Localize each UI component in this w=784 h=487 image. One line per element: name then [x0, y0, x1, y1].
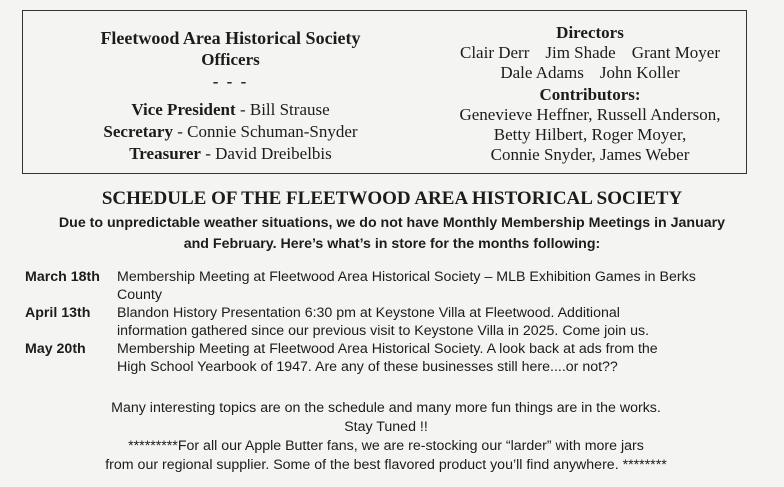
- contributors-line: Betty Hilbert, Roger Moyer,: [493, 125, 687, 144]
- closing-line: from our regional supplier. Some of the best flavored product you’ll find anywhere. ********: [105, 457, 667, 473]
- event-desc-line: Blandon History Presentation 6:30 pm at Keystone Villa at Fleetwood. Additional: [117, 305, 620, 321]
- schedule-intro: [20, 213, 764, 255]
- officer-name: - Bill Strause: [235, 100, 330, 119]
- contributors-heading: Contributors:: [539, 85, 641, 104]
- event-description: [117, 340, 765, 376]
- closing-line: Many interesting topics are on the schedule and many more fun things are in the works.: [111, 400, 661, 416]
- org-name: Fleetwood Area Historical Society: [100, 28, 361, 48]
- directors-column: [435, 23, 745, 165]
- event-description: [117, 268, 765, 304]
- officer-name: - David Dreibelbis: [200, 144, 332, 163]
- director-name: John Koller: [599, 63, 680, 82]
- event-desc-line: information gathered since our previous visit to Keystone Villa in 2025. Come join us.: [117, 323, 650, 339]
- closing-line: Stay Tuned !!: [344, 419, 428, 435]
- officers-box: [22, 10, 747, 174]
- officer-name: - Connie Schuman-Snyder: [172, 122, 358, 141]
- event-desc-line: Membership Meeting at Fleetwood Area Historical Society. A look back at ads from the: [117, 341, 658, 357]
- directors-heading: Directors: [556, 23, 624, 42]
- event-list: [25, 268, 765, 376]
- directors-row-1: [435, 43, 745, 63]
- officer-role: Vice President: [131, 100, 236, 119]
- event-may: [25, 340, 765, 376]
- separator: - - -: [212, 72, 249, 91]
- closing-line: *********For all our Apple Butter fans, we are re-stocking our “larder” with more jars: [128, 438, 644, 454]
- director-name: Clair Derr: [459, 43, 530, 62]
- officer-treasurer: [23, 143, 438, 165]
- director-name: Jim Shade: [545, 43, 616, 62]
- event-date: April 13th: [25, 305, 91, 321]
- event-date: May 20th: [25, 341, 86, 357]
- officers-heading: Officers: [201, 50, 260, 69]
- event-april: [25, 304, 765, 340]
- officer-role: Secretary: [103, 122, 173, 141]
- intro-line: and February. Here’s what’s in store for the months following:: [183, 236, 601, 252]
- officers-column: [23, 27, 438, 165]
- intro-line: Due to unpredictable weather situations, we do not have Monthly Membership Meetings in January: [58, 215, 726, 231]
- schedule-title: SCHEDULE OF THE FLEETWOOD AREA HISTORICAL SOCIETY: [101, 188, 683, 209]
- event-desc-line: Membership Meeting at Fleetwood Area Historical Society – MLB Exhibition Games in Berks: [117, 269, 696, 285]
- contributors-line: Connie Snyder, James Weber: [490, 145, 690, 164]
- event-desc-line: High School Yearbook of 1947. Are any of these businesses still here....or not??: [117, 359, 618, 375]
- event-date: March 18th: [25, 269, 100, 285]
- officer-vice-president: [23, 99, 438, 121]
- officer-role: Treasurer: [129, 144, 201, 163]
- director-name: Grant Moyer: [631, 43, 721, 62]
- closing-notes: [0, 399, 772, 475]
- director-name: Dale Adams: [500, 63, 584, 82]
- officer-secretary: [23, 121, 438, 143]
- directors-row-2: [435, 63, 745, 83]
- contributors-line: Genevieve Heffner, Russell Anderson,: [459, 105, 721, 124]
- event-desc-line: County: [117, 287, 162, 303]
- event-description: [117, 304, 765, 340]
- event-march: [25, 268, 765, 304]
